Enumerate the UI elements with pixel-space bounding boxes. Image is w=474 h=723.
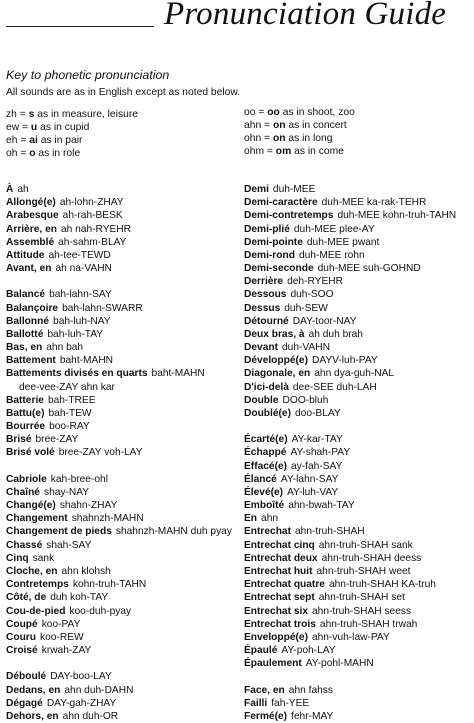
entry-pronunciation: ahn bbox=[261, 513, 279, 525]
glossary-entry bbox=[244, 697, 456, 710]
entry-pronunciation: baht-MAHN bbox=[151, 368, 205, 380]
entry-pronunciation: ahn klohsh bbox=[61, 565, 111, 577]
sound-symbol: om bbox=[275, 146, 292, 157]
glossary-entry bbox=[6, 512, 232, 525]
entry-term: Demi-caractère bbox=[244, 197, 318, 209]
entry-pronunciation: bah-TEW bbox=[48, 407, 92, 419]
glossary-entry bbox=[244, 552, 456, 565]
sound-row: ohn = on as in long bbox=[244, 133, 333, 144]
sound-code: ohm bbox=[244, 146, 265, 157]
entry-pronunciation: deh-RYEHR bbox=[287, 276, 343, 288]
entry-pronunciation: ah-lohn-ZHAY bbox=[59, 197, 124, 209]
entry-term: Ballonné bbox=[6, 315, 50, 327]
entry-pronunciation: bree-ZAY bbox=[35, 434, 79, 446]
entry-term: Côté, de bbox=[6, 592, 47, 604]
entry-term: Dedans, en bbox=[6, 684, 61, 696]
glossary-entry bbox=[6, 381, 232, 394]
entry-term: Entrechat huit bbox=[244, 565, 313, 577]
sound-symbol: u bbox=[30, 122, 38, 133]
entry-term: Double bbox=[244, 394, 279, 406]
entry-term: Ballotté bbox=[6, 328, 44, 340]
glossary-entry bbox=[6, 618, 232, 631]
entry-pronunciation: bree-ZAY voh-LAY bbox=[58, 447, 143, 459]
entry-pronunciation: shah-SAY bbox=[46, 539, 92, 551]
entry-pronunciation: duh-MEE plee-AY bbox=[293, 223, 375, 235]
entry-pronunciation: fehr-MAY bbox=[291, 710, 334, 722]
glossary-entry bbox=[6, 473, 232, 486]
entry-term: Élevé(e) bbox=[244, 486, 284, 498]
glossary-entry bbox=[244, 657, 456, 670]
entry-term: Développé(e) bbox=[244, 355, 308, 367]
glossary-entry bbox=[244, 275, 456, 288]
entry-pronunciation: shahnzh-MAHN duh pyay bbox=[115, 526, 232, 538]
entry-term: Contretemps bbox=[6, 579, 69, 591]
sound-row: eh = ai as in pair bbox=[6, 135, 83, 146]
entry-pronunciation: DAY-boo-LAY bbox=[50, 671, 112, 683]
sound-example: as in pair bbox=[40, 135, 83, 146]
sound-code: eh bbox=[6, 135, 18, 146]
entry-pronunciation: doo-BLAY bbox=[294, 407, 341, 419]
glossary-entry bbox=[244, 473, 456, 486]
glossary-entry bbox=[6, 354, 232, 367]
entry-term: Battu(e) bbox=[6, 407, 45, 419]
glossary-entry bbox=[6, 407, 232, 420]
entry-pronunciation: ah nah-RYEHR bbox=[60, 223, 131, 235]
entry-pronunciation: AY-lahn-SAY bbox=[280, 473, 339, 485]
glossary-entry bbox=[6, 315, 232, 328]
entry-pronunciation: ahn-bwah-TAY bbox=[288, 500, 355, 512]
sound-code: ahn bbox=[244, 120, 262, 131]
glossary-entry bbox=[6, 486, 232, 499]
sound-symbol: on bbox=[272, 120, 286, 131]
glossary-entry bbox=[244, 196, 456, 209]
entry-pronunciation: bah-luh-NAY bbox=[53, 315, 111, 327]
entry-term: Avant, en bbox=[6, 263, 52, 275]
entry-term: Derrière bbox=[244, 276, 284, 288]
sound-key-left bbox=[6, 108, 138, 160]
glossary-entry bbox=[6, 420, 232, 433]
glossary-entry bbox=[244, 460, 456, 473]
entry-pronunciation: duh-VAHN bbox=[281, 342, 330, 354]
entry-term: Fermé(e) bbox=[244, 710, 288, 722]
entry-term: Déboulé bbox=[6, 671, 47, 683]
glossary-entry bbox=[6, 591, 232, 604]
entry-pronunciation: koo-duh-pyay bbox=[69, 605, 132, 617]
entry-pronunciation: ahn-truh-SHAH deess bbox=[321, 552, 422, 564]
glossary-entry bbox=[6, 209, 232, 222]
sound-row: oo = oo as in shoot, zoo bbox=[244, 107, 355, 118]
glossary-entry bbox=[244, 710, 456, 723]
entry-term: Couru bbox=[6, 631, 36, 643]
glossary-entry bbox=[244, 236, 456, 249]
entry-pronunciation: ahn-vuh-law-PAY bbox=[311, 631, 390, 643]
entry-term: Écarté(e) bbox=[244, 434, 288, 446]
glossary-entry bbox=[244, 525, 456, 538]
key-note: All sounds are as in English except as noted below. bbox=[6, 87, 241, 98]
entry-pronunciation: bah-lahn-SAY bbox=[49, 289, 112, 301]
entry-term: Demi-pointe bbox=[244, 236, 303, 248]
entry-term: Croisé bbox=[6, 645, 38, 657]
entry-term: Épaulement bbox=[244, 658, 302, 670]
sound-row: oh = o as in role bbox=[6, 148, 81, 159]
entry-pronunciation: duh koh-TAY bbox=[50, 592, 109, 604]
glossary-column-right bbox=[244, 183, 456, 723]
sound-row: ohm = om as in come bbox=[244, 146, 344, 157]
glossary-entry bbox=[244, 565, 456, 578]
entry-term: Changement bbox=[6, 513, 68, 525]
entry-term: Changement de pieds bbox=[6, 526, 112, 538]
entry-pronunciation: duh-MEE rohn bbox=[298, 249, 365, 261]
glossary-entry bbox=[244, 262, 456, 275]
entry-term: Chaîné bbox=[6, 486, 40, 498]
entry-term: Cinq bbox=[6, 552, 29, 564]
glossary-entry bbox=[244, 644, 456, 657]
entry-pronunciation: kah-bree-ohl bbox=[50, 473, 108, 485]
glossary-entry bbox=[244, 315, 456, 328]
sound-example: as in role bbox=[38, 148, 81, 159]
entry-term: Face, en bbox=[244, 684, 285, 696]
entry-pronunciation: ahn duh-OR bbox=[62, 710, 119, 722]
entry-term: Emboîté bbox=[244, 500, 285, 512]
entry-term: Battements divisés en quarts bbox=[6, 368, 148, 380]
sound-code: ohn bbox=[244, 133, 262, 144]
glossary-entry bbox=[6, 499, 232, 512]
glossary-entry bbox=[244, 183, 456, 196]
glossary-entry bbox=[6, 394, 232, 407]
entry-pronunciation: duh-MEE ka-rak-TEHR bbox=[321, 197, 427, 209]
sound-example: as in measure, leisure bbox=[37, 109, 138, 120]
sound-example: as in cupid bbox=[40, 122, 90, 133]
glossary-entry bbox=[244, 631, 456, 644]
entry-pronunciation: dee-vee-ZAY ahn kar bbox=[19, 381, 115, 393]
glossary-entry bbox=[6, 605, 232, 618]
glossary-entry bbox=[6, 670, 232, 683]
sound-key-right bbox=[244, 106, 355, 158]
entry-pronunciation: duh-MEE bbox=[272, 184, 316, 195]
entry-pronunciation: fah-YEE bbox=[271, 697, 310, 709]
entry-term: Failli bbox=[244, 697, 268, 709]
glossary-entry bbox=[6, 525, 232, 538]
entry-pronunciation: duh-SOO bbox=[290, 289, 334, 301]
entry-pronunciation: dee-SEE duh-LAH bbox=[292, 381, 377, 393]
entry-term: Demi-seconde bbox=[244, 263, 314, 275]
sound-example: as in come bbox=[294, 146, 344, 157]
entry-pronunciation: ahn-truh-SHAH set bbox=[318, 592, 405, 604]
entry-pronunciation: ay-fah-SAY bbox=[291, 460, 343, 472]
glossary-entry bbox=[6, 539, 232, 552]
entry-term: Cabriole bbox=[6, 473, 47, 485]
glossary-entry bbox=[6, 446, 232, 459]
entry-term: Balancé bbox=[6, 289, 46, 301]
glossary-entry bbox=[244, 367, 456, 380]
glossary-entry bbox=[244, 605, 456, 618]
entry-pronunciation: ahn-truh-SHAH KA-truh bbox=[328, 579, 436, 591]
entry-term: Demi-rond bbox=[244, 249, 295, 261]
entry-term: Dehors, en bbox=[6, 710, 59, 722]
entry-term: Entrechat cinq bbox=[244, 539, 315, 551]
entry-term: Devant bbox=[244, 342, 278, 354]
glossary-entry bbox=[244, 341, 456, 354]
entry-term: Changé(e) bbox=[6, 500, 56, 512]
entry-pronunciation: ahn-truh-SHAH sank bbox=[318, 539, 413, 551]
sound-code: zh bbox=[6, 109, 17, 120]
glossary-entry bbox=[244, 209, 456, 222]
sound-example: as in concert bbox=[288, 120, 347, 131]
entry-pronunciation: AY-shah-PAY bbox=[290, 447, 351, 459]
glossary-entry bbox=[244, 302, 456, 315]
glossary-entry bbox=[6, 328, 232, 341]
sound-symbol: ai bbox=[29, 135, 38, 146]
glossary-entry bbox=[6, 552, 232, 565]
entry-term: Battement bbox=[6, 355, 56, 367]
entry-term: Bourrée bbox=[6, 421, 46, 433]
entry-pronunciation: koo-PAY bbox=[41, 618, 81, 630]
entry-pronunciation: ah-tee-TEWD bbox=[48, 249, 111, 261]
entry-term: Cloche, en bbox=[6, 565, 58, 577]
entry-pronunciation: shay-NAY bbox=[43, 486, 90, 498]
entry-term: Élancé bbox=[244, 473, 277, 485]
entry-term: Effacé(e) bbox=[244, 460, 288, 472]
entry-pronunciation: duh-MEE kohn-truh-TAHN bbox=[337, 210, 457, 222]
entry-term: Arrière, en bbox=[6, 223, 57, 235]
sound-example: as in long bbox=[288, 133, 333, 144]
entry-term: Cou-de-pied bbox=[6, 605, 66, 617]
entry-pronunciation: ah-rah-BESK bbox=[62, 210, 123, 222]
entry-term: D'ici-delà bbox=[244, 381, 289, 393]
entry-pronunciation: AY-pohl-MAHN bbox=[305, 658, 374, 670]
entry-pronunciation: ahn bah bbox=[46, 342, 84, 354]
entry-pronunciation: DAY-toor-NAY bbox=[292, 315, 357, 327]
entry-term: Bas, en bbox=[6, 342, 43, 354]
entry-pronunciation: koo-REW bbox=[40, 631, 84, 643]
entry-term: Deux bras, à bbox=[244, 328, 305, 340]
entry-pronunciation: ahn-truh-SHAH bbox=[295, 526, 365, 538]
sound-code: ew bbox=[6, 122, 20, 133]
sound-row: ahn = on as in concert bbox=[244, 120, 347, 131]
entry-term: Batterie bbox=[6, 394, 44, 406]
entry-term: Attitude bbox=[6, 249, 45, 261]
entry-term: Doublé(e) bbox=[244, 407, 291, 419]
entry-term: Épaulé bbox=[244, 645, 278, 657]
glossary-entry bbox=[6, 367, 232, 380]
entry-pronunciation: DOO-bluh bbox=[282, 394, 329, 406]
glossary-entry bbox=[244, 684, 456, 697]
entry-term: Assemblé bbox=[6, 236, 55, 248]
entry-term: Demi-plié bbox=[244, 223, 290, 235]
entry-pronunciation: duh-SEW bbox=[284, 302, 328, 314]
entry-term: Allongé(e) bbox=[6, 197, 56, 209]
entry-pronunciation: bah-luh-TAY bbox=[47, 328, 104, 340]
entry-term: À bbox=[6, 184, 14, 195]
entry-term: Brisé bbox=[6, 434, 32, 446]
entry-term: Arabesque bbox=[6, 210, 59, 222]
entry-pronunciation: ah bbox=[17, 184, 29, 195]
glossary-entry bbox=[244, 354, 456, 367]
glossary-entry bbox=[244, 512, 456, 525]
sound-symbol: o bbox=[29, 148, 36, 159]
entry-term: En bbox=[244, 513, 258, 525]
entry-pronunciation: ah duh brah bbox=[308, 328, 363, 340]
sound-code: oh bbox=[6, 148, 18, 159]
page-header bbox=[0, 0, 474, 40]
sound-symbol: oo bbox=[267, 107, 280, 118]
entry-pronunciation: ahn-truh-SHAH weet bbox=[316, 565, 411, 577]
entry-pronunciation: ah na-VAHN bbox=[55, 263, 112, 275]
glossary-entry bbox=[244, 539, 456, 552]
entry-pronunciation: ahn fahss bbox=[288, 684, 333, 696]
glossary-entry bbox=[6, 288, 232, 301]
glossary-entry bbox=[6, 236, 232, 249]
glossary-entry bbox=[244, 394, 456, 407]
glossary-entry bbox=[6, 433, 232, 446]
page-title: Pronunciation Guide bbox=[164, 0, 447, 32]
entry-pronunciation: baht-MAHN bbox=[59, 355, 114, 367]
glossary-entry bbox=[6, 223, 232, 236]
glossary-entry bbox=[6, 302, 232, 315]
entry-term: Brisé volé bbox=[6, 447, 55, 459]
entry-term: Dégagé bbox=[6, 697, 43, 709]
glossary-entry bbox=[244, 591, 456, 604]
sound-symbol: s bbox=[28, 109, 35, 120]
glossary-entry bbox=[6, 684, 232, 697]
entry-pronunciation: AY-kar-TAY bbox=[291, 434, 343, 446]
entry-term: Entrechat sept bbox=[244, 592, 315, 604]
sound-code: oo bbox=[244, 107, 256, 118]
sound-row: ew = u as in cupid bbox=[6, 122, 90, 133]
glossary-entry bbox=[6, 631, 232, 644]
glossary-entry bbox=[6, 644, 232, 657]
glossary-entry bbox=[6, 578, 232, 591]
entry-pronunciation: ahn-truh-SHAH trwah bbox=[319, 618, 418, 630]
entry-pronunciation: boo-RAY bbox=[49, 421, 90, 433]
glossary-entry bbox=[6, 341, 232, 354]
glossary-entry bbox=[244, 328, 456, 341]
sound-symbol: on bbox=[272, 133, 286, 144]
entry-pronunciation: AY-poh-LAY bbox=[281, 645, 336, 657]
glossary-entry bbox=[244, 249, 456, 262]
entry-pronunciation: shahnzh-MAHN bbox=[71, 513, 144, 525]
glossary-entry bbox=[244, 618, 456, 631]
entry-term: Coupé bbox=[6, 618, 38, 630]
glossary-entry bbox=[6, 710, 232, 723]
entry-pronunciation: duh-MEE suh-GOHND bbox=[317, 263, 421, 275]
entry-term: Entrechat six bbox=[244, 605, 308, 617]
header-rule bbox=[6, 26, 154, 27]
entry-pronunciation: duh-MEE pwant bbox=[306, 236, 380, 248]
entry-term: Chassé bbox=[6, 539, 43, 551]
glossary-entry bbox=[244, 407, 456, 420]
entry-pronunciation: krwah-ZAY bbox=[41, 645, 92, 657]
glossary-entry bbox=[6, 565, 232, 578]
entry-pronunciation: ah-sahm-BLAY bbox=[58, 236, 127, 248]
glossary-entry bbox=[6, 183, 232, 196]
entry-term: Détourné bbox=[244, 315, 289, 327]
entry-pronunciation: DAYV-luh-PAY bbox=[311, 355, 378, 367]
sound-example: as in shoot, zoo bbox=[282, 107, 355, 118]
glossary-entry bbox=[6, 697, 232, 710]
glossary-entry bbox=[244, 381, 456, 394]
glossary-entry bbox=[6, 262, 232, 275]
glossary-entry bbox=[244, 499, 456, 512]
key-title: Key to phonetic pronunciation bbox=[6, 68, 170, 82]
glossary-entry bbox=[244, 446, 456, 459]
entry-pronunciation: shahn-ZHAY bbox=[59, 500, 118, 512]
glossary-entry bbox=[244, 578, 456, 591]
entry-pronunciation: sank bbox=[32, 552, 55, 564]
entry-term: Entrechat trois bbox=[244, 618, 316, 630]
entry-term: Échappé bbox=[244, 447, 287, 459]
glossary-entry bbox=[244, 433, 456, 446]
glossary-entry bbox=[244, 486, 456, 499]
glossary-entry bbox=[6, 196, 232, 209]
entry-pronunciation: bah-lahn-SWARR bbox=[62, 302, 143, 314]
glossary-entry bbox=[6, 249, 232, 262]
entry-pronunciation: ahn dya-guh-NAL bbox=[314, 368, 395, 380]
glossary-column-left bbox=[6, 183, 232, 723]
glossary-entry bbox=[244, 288, 456, 301]
entry-pronunciation: AY-luh-VAY bbox=[287, 486, 339, 498]
entry-term: Entrechat deux bbox=[244, 552, 318, 564]
entry-term: Demi bbox=[244, 184, 269, 195]
entry-term: Dessus bbox=[244, 302, 281, 314]
entry-pronunciation: ahn-truh-SHAH seess bbox=[311, 605, 412, 617]
entry-term: Balançoire bbox=[6, 302, 59, 314]
entry-term: Demi-contretemps bbox=[244, 210, 334, 222]
entry-term: Entrechat bbox=[244, 526, 291, 538]
entry-pronunciation: kohn-truh-TAHN bbox=[72, 579, 147, 591]
entry-pronunciation: ahn duh-DAHN bbox=[64, 684, 134, 696]
entry-pronunciation: DAY-gah-ZHAY bbox=[46, 697, 117, 709]
entry-term: Enveloppé(e) bbox=[244, 631, 308, 643]
entry-term: Diagonale, en bbox=[244, 368, 311, 380]
entry-pronunciation: bah-TREE bbox=[47, 394, 96, 406]
entry-term: Entrechat quatre bbox=[244, 579, 325, 591]
entry-term: Dessous bbox=[244, 289, 287, 301]
sound-row: zh = s as in measure, leisure bbox=[6, 109, 138, 120]
glossary-entry bbox=[244, 223, 456, 236]
